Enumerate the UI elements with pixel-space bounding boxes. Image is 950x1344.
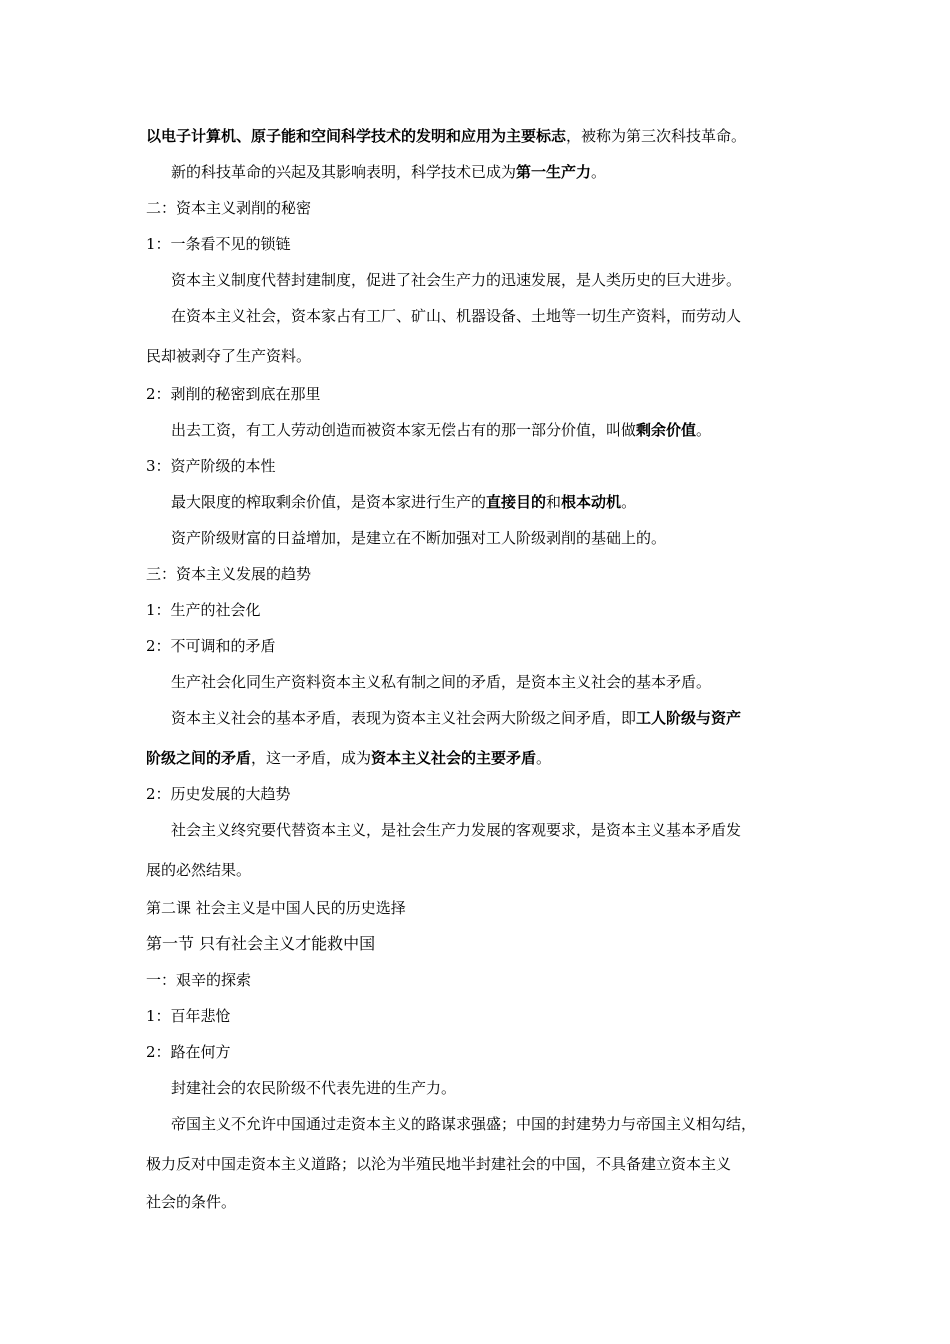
- paragraph-line: 社会的条件。: [146, 1193, 237, 1211]
- text: 和: [546, 493, 562, 511]
- bold-text: 第一生产力: [516, 163, 592, 181]
- paragraph-line: 在资本主义社会，资本家占有工厂、矿山、机器设备、土地等一切生产资料，而劳动人: [171, 307, 742, 325]
- subsection-heading: 1：一条看不见的锁链: [146, 235, 291, 253]
- text: 。: [696, 421, 712, 439]
- section-heading: 一：艰辛的探索: [146, 971, 252, 989]
- lesson-heading: 第二课 社会主义是中国人民的历史选择: [146, 899, 406, 917]
- text: 最大限度的榨取剩余价值，是资本家进行生产的: [171, 493, 487, 511]
- paragraph-line: [146, 748, 551, 768]
- bold-text: 根本动机: [561, 493, 622, 511]
- text: 。: [536, 749, 552, 767]
- subsection-heading: 1：生产的社会化: [146, 601, 261, 619]
- bold-text: 以电子计算机、原子能和空间科学技术的发明和应用为主要标志: [146, 127, 567, 145]
- text: 出去工资，有工人劳动创造而被资本家无偿占有的那一部分价值，叫做: [171, 421, 637, 439]
- subsection-heading: 2：路在何方: [146, 1043, 231, 1061]
- text: 。: [621, 493, 637, 511]
- paragraph-line: [171, 420, 711, 440]
- text: 资本主义社会的基本矛盾，表现为资本主义社会两大阶级之间矛盾，即: [171, 709, 637, 727]
- section-heading: 三：资本主义发展的趋势: [146, 565, 312, 583]
- paragraph-line: [171, 708, 741, 728]
- paragraph-line: [171, 162, 606, 182]
- paragraph-line: 极力反对中国走资本主义道路；以沦为半殖民地半封建社会的中国，不具备建立资本主义: [146, 1155, 732, 1173]
- text: 。: [591, 163, 607, 181]
- paragraph-line: 封建社会的农民阶级不代表先进的生产力。: [171, 1079, 457, 1097]
- bold-text: 直接目的: [486, 493, 547, 511]
- paragraph-line: [171, 492, 636, 512]
- paragraph-line: 资本主义制度代替封建制度，促进了社会生产力的迅速发展，是人类历史的巨大进步。: [171, 271, 742, 289]
- subsection-heading: 2：不可调和的矛盾: [146, 637, 276, 655]
- text: ，被称为第三次科技革命。: [566, 127, 747, 145]
- section-heading: 二：资本主义剥削的秘密: [146, 199, 312, 217]
- subsection-heading: 3：资产阶级的本性: [146, 457, 276, 475]
- text: ，这一矛盾，成为: [251, 749, 372, 767]
- text: 新的科技革命的兴起及其影响表明，科学技术已成为: [171, 163, 517, 181]
- paragraph-line: 展的必然结果。: [146, 861, 252, 879]
- paragraph-line: 生产社会化同生产资料资本主义私有制之间的矛盾，是资本主义社会的基本矛盾。: [171, 673, 712, 691]
- paragraph-line: 帝国主义不允许中国通过走资本主义的路谋求强盛；中国的封建势力与帝国主义相勾结，: [171, 1115, 757, 1133]
- bold-text: 阶级之间的矛盾: [146, 749, 252, 767]
- paragraph-line: 社会主义终究要代替资本主义，是社会生产力发展的客观要求，是资本主义基本矛盾发: [171, 821, 742, 839]
- bold-text: 资本主义社会的主要矛盾: [371, 749, 537, 767]
- paragraph-line: 资产阶级财富的日益增加，是建立在不断加强对工人阶级剥削的基础上的。: [171, 529, 667, 547]
- bold-text: 剩余价值: [636, 421, 697, 439]
- subsection-heading: 2：剥削的秘密到底在那里: [146, 385, 321, 403]
- subsection-heading: 1：百年悲怆: [146, 1007, 231, 1025]
- paragraph-line: [146, 126, 746, 146]
- subsection-heading: 2：历史发展的大趋势: [146, 785, 291, 803]
- chapter-heading: 第一节 只有社会主义才能救中国: [146, 934, 376, 953]
- bold-text: 工人阶级与资产: [636, 709, 742, 727]
- paragraph-line: 民却被剥夺了生产资料。: [146, 347, 312, 365]
